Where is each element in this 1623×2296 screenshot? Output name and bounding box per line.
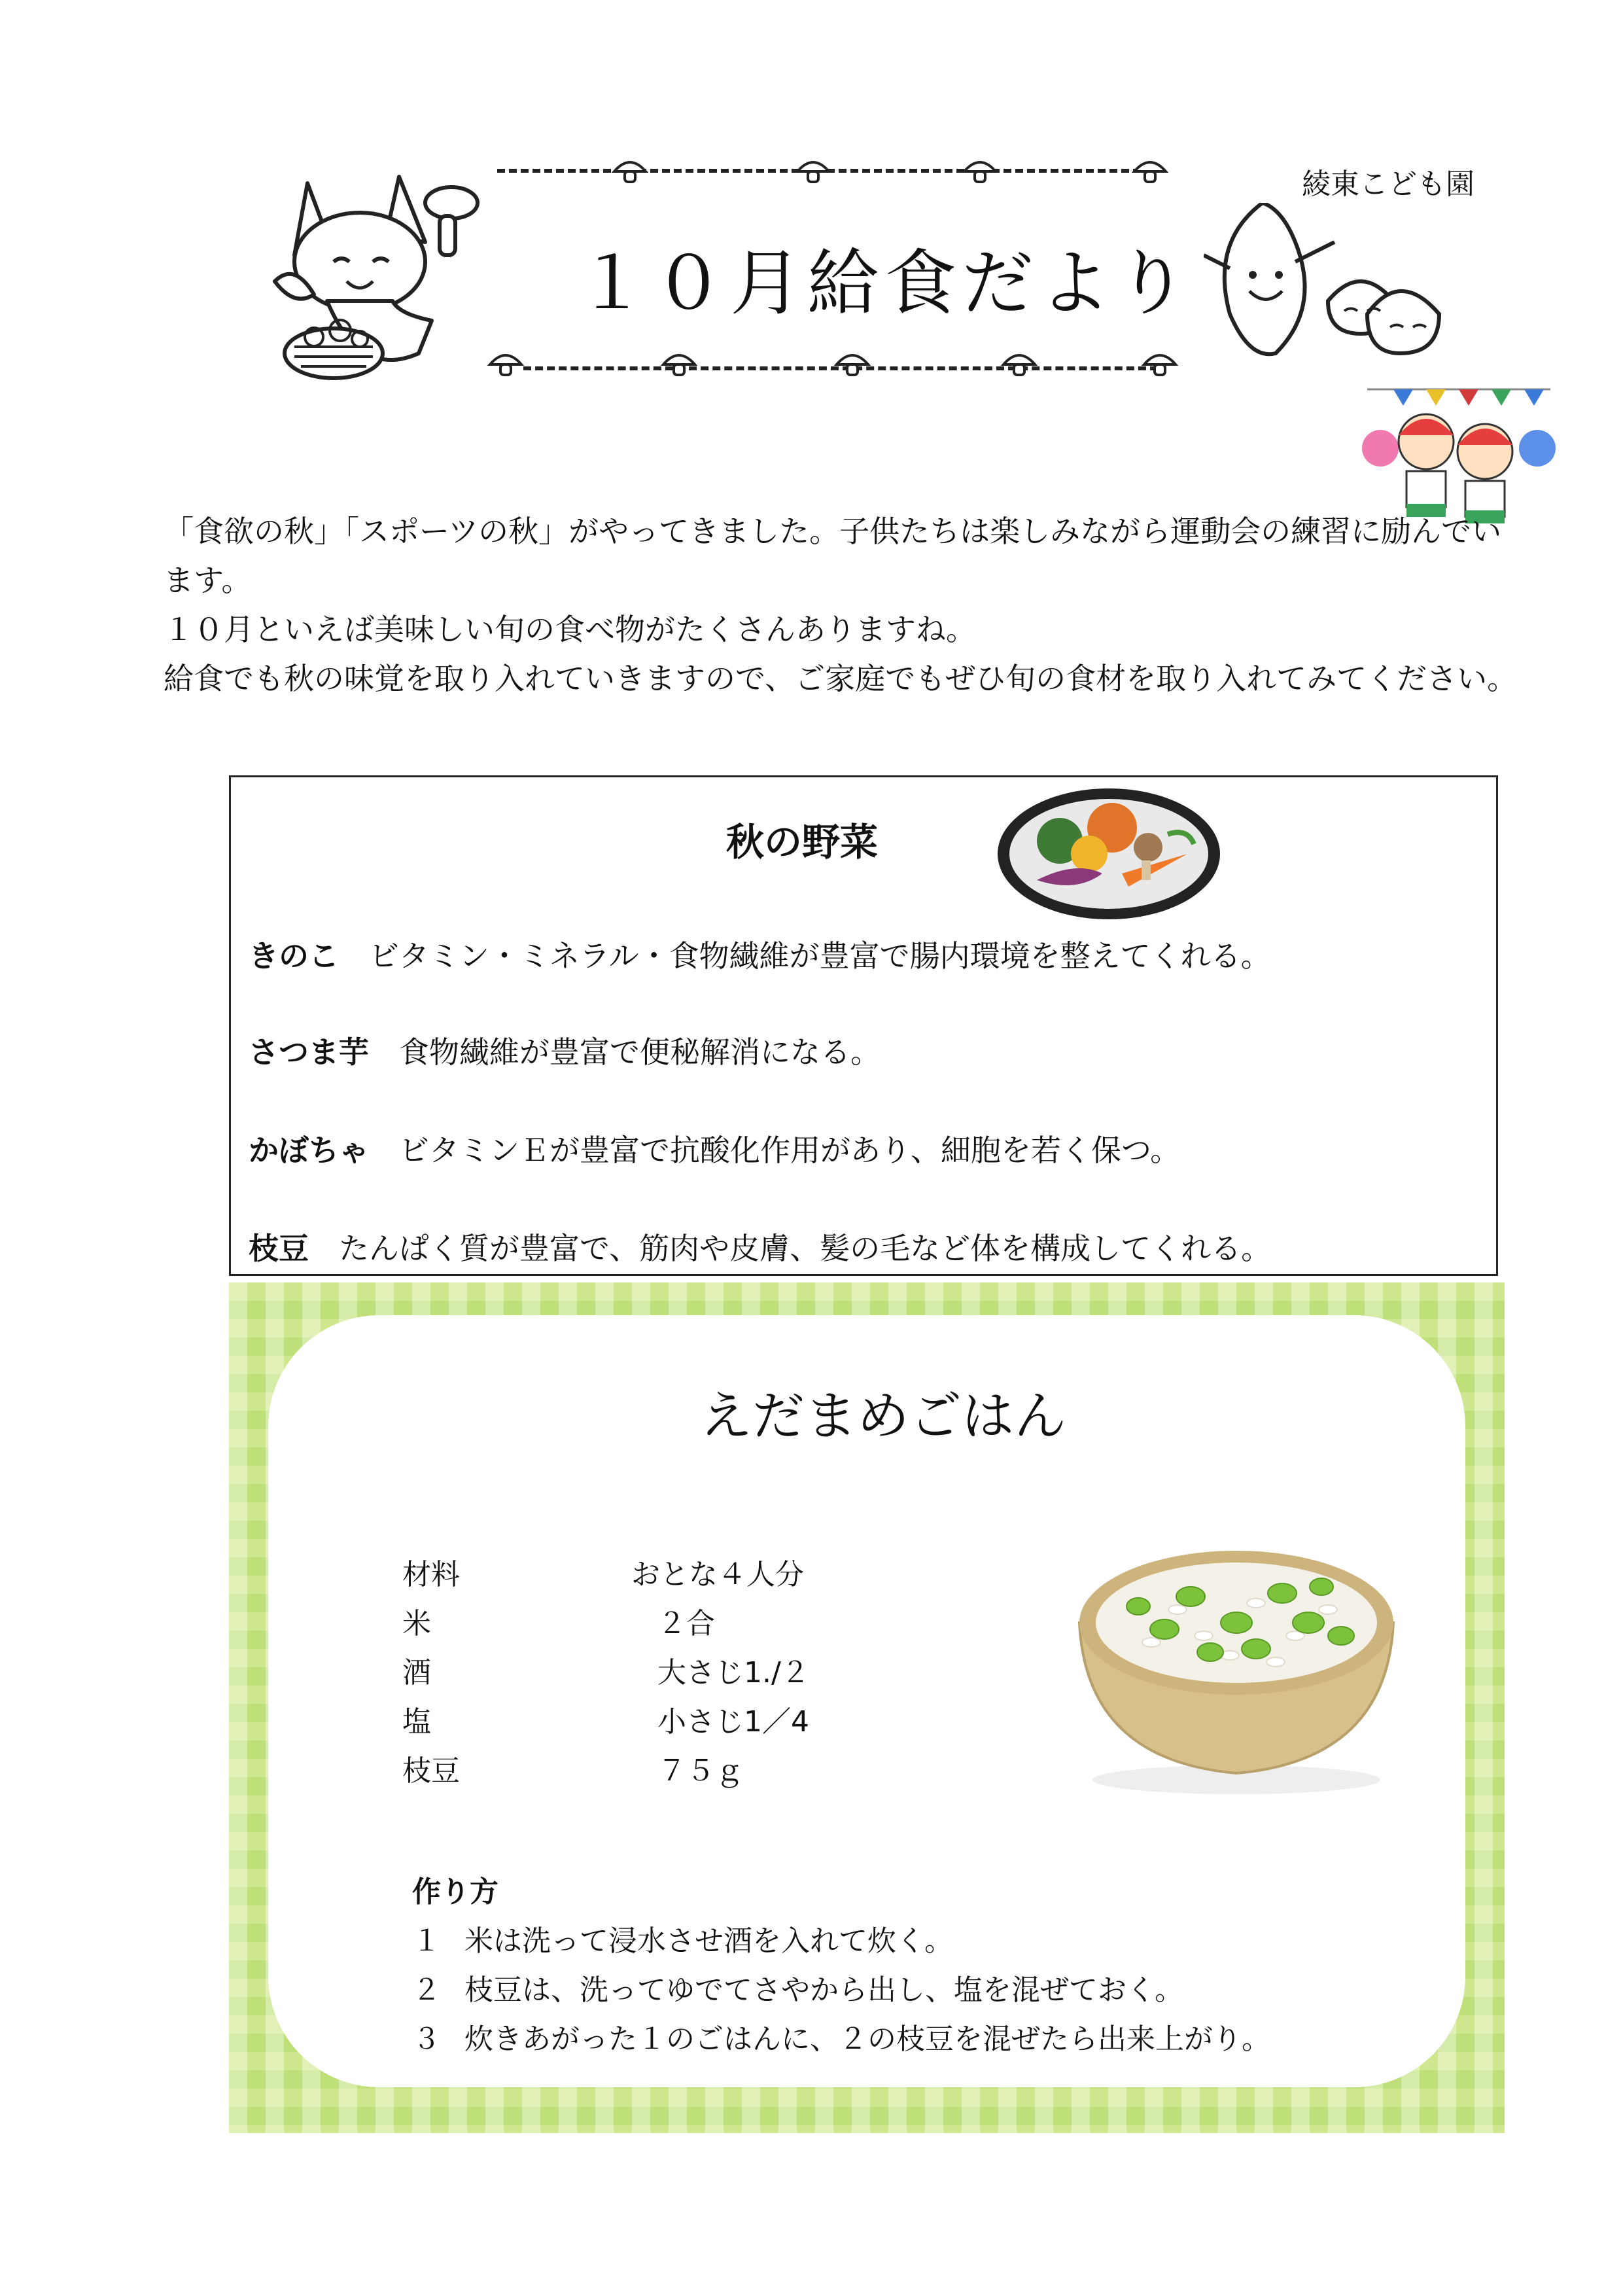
- ingredient-name: 枝豆: [402, 1754, 460, 1788]
- ingredient-amount: ２合: [657, 1607, 715, 1640]
- recipe-step: [412, 2015, 1270, 2057]
- step-number: ２: [412, 1973, 441, 2007]
- vegetable-name: かぼちゃ: [249, 1133, 369, 1168]
- servings-label: おとな４人分: [631, 1558, 804, 1591]
- mushroom-icon: [795, 157, 831, 183]
- step-number: １: [412, 1924, 441, 1958]
- mushroom-icon: [661, 350, 697, 376]
- vegetable-desc: ビタミンＥが豊富で抗酸化作用があり、細胞を若く保つ。: [399, 1133, 1181, 1168]
- mushroom-icon: [1001, 350, 1038, 376]
- sweet-potato-chestnut-illustration: [1204, 203, 1465, 373]
- ingredient-name: 酒: [402, 1656, 431, 1689]
- recipe-step: [412, 1966, 1183, 2008]
- recipe-step: [412, 1917, 953, 1959]
- ingredient-name: 塩: [402, 1705, 431, 1739]
- page-title: １０月給食だより: [576, 241, 1193, 325]
- vegetable-name: きのこ: [249, 938, 339, 974]
- intro-paragraph: 「食欲の秋」「スポーツの秋」がやってきました。子供たちは楽しみながら運動会の練習に励んでいます。: [164, 514, 1502, 598]
- step-text: 枝豆は、洗ってゆでてさやから出し、塩を混ぜておく。: [464, 1973, 1184, 2007]
- vegetable-desc: 食物繊維が豊富で便秘解消になる。: [399, 1034, 881, 1070]
- vegetable-item: [249, 1127, 1180, 1170]
- ingredients-label: 材料: [402, 1558, 460, 1591]
- fox-illustration: [268, 164, 484, 393]
- children-cheering-illustration: [1354, 376, 1557, 527]
- school-name: 綾東こども園: [1302, 168, 1475, 201]
- edamame-rice-bowl-image: [1034, 1525, 1439, 1799]
- mushroom-icon: [487, 350, 524, 376]
- intro-paragraph: １０月といえば美味しい旬の食べ物がたくさんありますね。: [164, 612, 976, 647]
- ingredient-name: 米: [402, 1607, 431, 1640]
- intro-paragraph: 給食でも秋の味覚を取り入れていきますので、ご家庭でもぜひ旬の食材を取り入れてみてください。: [164, 661, 1518, 696]
- step-text: 米は洗って浸水させ酒を入れて炊く。: [464, 1924, 954, 1958]
- vegetable-name: 枝豆: [249, 1231, 309, 1266]
- ingredient-amount: 小さじ1／4: [657, 1705, 809, 1739]
- vegetable-desc: ビタミン・ミネラル・食物繊維が豊富で腸内環境を整えてくれる。: [369, 938, 1271, 974]
- vegetable-name: さつま芋: [249, 1034, 369, 1070]
- mushroom-icon: [1132, 157, 1168, 183]
- recipe-title: えだまめごはん: [700, 1386, 1066, 1447]
- vegetable-item: [249, 1225, 1271, 1268]
- mushroom-icon: [834, 350, 871, 376]
- vegetable-plate-illustration: [991, 782, 1227, 932]
- step-number: ３: [412, 2022, 441, 2056]
- vegetables-title: 秋の野菜: [726, 820, 879, 864]
- intro-text: [164, 507, 1531, 703]
- ingredient-amount: ７５ｇ: [657, 1754, 744, 1788]
- vegetable-item: [249, 1029, 881, 1072]
- mushroom-icon: [962, 157, 998, 183]
- vegetable-desc: たんぱく質が豊富で、筋肉や皮膚、髪の毛など体を構成してくれる。: [339, 1231, 1272, 1266]
- step-text: 炊きあがった１のごはんに、２の枝豆を混ぜたら出来上がり。: [464, 2022, 1270, 2056]
- ingredient-amount: 大さじ1./２: [657, 1656, 810, 1689]
- mushroom-icon: [612, 157, 648, 183]
- vegetable-item: [249, 932, 1271, 976]
- mushroom-icon: [1142, 350, 1178, 376]
- steps-title: 作り方: [412, 1875, 498, 1909]
